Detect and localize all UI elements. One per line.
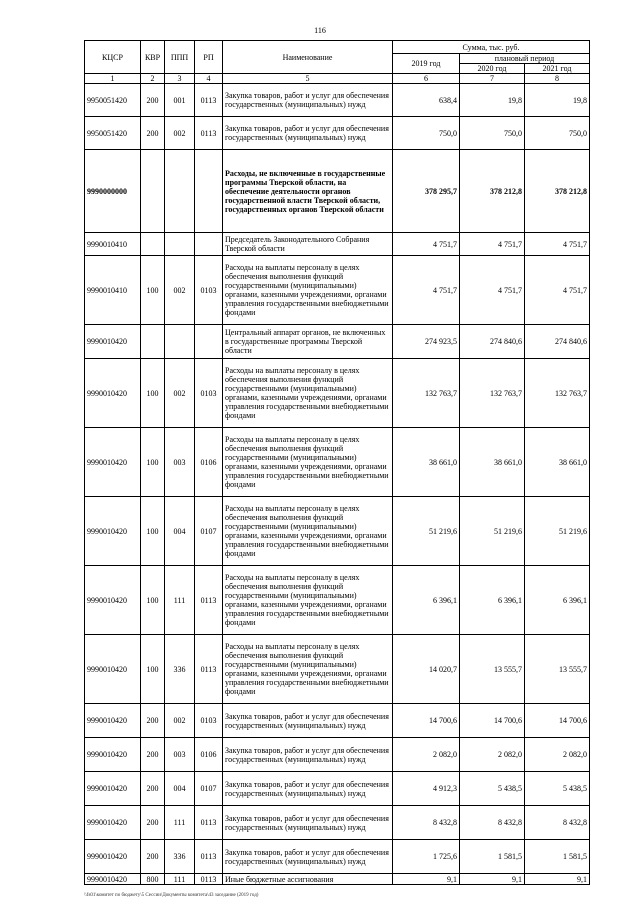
table-row xyxy=(85,772,590,806)
cell-2020: 5 438,5 xyxy=(460,772,525,806)
cell-2019: 14 020,7 xyxy=(393,635,460,704)
cell-kcsr: 9990010420 xyxy=(85,806,141,840)
header-2019: 2019 год xyxy=(393,54,460,74)
header-2021: 2021 год xyxy=(525,64,590,74)
cell-kcsr: 9950051420 xyxy=(85,117,141,150)
cell-ppp: 003 xyxy=(165,428,195,497)
table-row xyxy=(85,117,590,150)
cell-2019: 274 923,5 xyxy=(393,325,460,359)
cell-2020: 38 661,0 xyxy=(460,428,525,497)
cell-ppp: 002 xyxy=(165,117,195,150)
footer-file-path: \\fs01\комитет по бюджету\5 Сессии\Документы комитета\43 заседание (2019 год) xyxy=(84,893,259,898)
cell-name: Закупка товаров, работ и услуг для обеспечения государственных (муниципальных) нужд xyxy=(223,840,393,874)
cell-rp: 0113 xyxy=(195,840,223,874)
cell-name: Председатель Законодательного Собрания Тверской области xyxy=(223,233,393,256)
cell-2020: 4 751,7 xyxy=(460,233,525,256)
index-cell: 2 xyxy=(141,74,165,84)
table-row xyxy=(85,233,590,256)
cell-2020: 1 581,5 xyxy=(460,840,525,874)
cell-name: Закупка товаров, работ и услуг для обеспечения государственных (муниципальных) нужд xyxy=(223,704,393,738)
cell-rp: 0113 xyxy=(195,874,223,885)
header-sum: Сумма, тыс. руб. xyxy=(393,41,590,54)
table-row xyxy=(85,738,590,772)
index-cell: 7 xyxy=(460,74,525,84)
cell-2021: 13 555,7 xyxy=(525,635,590,704)
table-row xyxy=(85,497,590,566)
table-row xyxy=(85,84,590,117)
cell-2021: 274 840,6 xyxy=(525,325,590,359)
cell-kcsr: 9950051420 xyxy=(85,84,141,117)
cell-rp: 0103 xyxy=(195,256,223,325)
cell-kcsr: 9990010420 xyxy=(85,738,141,772)
cell-kvr: 200 xyxy=(141,806,165,840)
cell-rp: 0113 xyxy=(195,635,223,704)
cell-2021: 6 396,1 xyxy=(525,566,590,635)
cell-2020: 51 219,6 xyxy=(460,497,525,566)
cell-rp: 0106 xyxy=(195,738,223,772)
cell-2019: 2 082,0 xyxy=(393,738,460,772)
cell-2021: 51 219,6 xyxy=(525,497,590,566)
cell-kvr: 200 xyxy=(141,738,165,772)
cell-ppp: 336 xyxy=(165,840,195,874)
index-cell: 6 xyxy=(393,74,460,84)
cell-kcsr: 9990010420 xyxy=(85,874,141,885)
cell-ppp: 111 xyxy=(165,874,195,885)
cell-kvr: 200 xyxy=(141,704,165,738)
cell-ppp: 002 xyxy=(165,359,195,428)
table-row xyxy=(85,325,590,359)
cell-ppp: 336 xyxy=(165,635,195,704)
cell-2020: 2 082,0 xyxy=(460,738,525,772)
table-row xyxy=(85,806,590,840)
cell-ppp: 003 xyxy=(165,738,195,772)
cell-rp: 0113 xyxy=(195,84,223,117)
cell-name: Расходы на выплаты персоналу в целях обеспечения выполнения функций государственными (муниципальными) органами, казенными учреждениями, органами управления государственными внебюджетными фондами xyxy=(223,566,393,635)
cell-2021: 1 581,5 xyxy=(525,840,590,874)
cell-kvr: 200 xyxy=(141,840,165,874)
cell-rp: 0113 xyxy=(195,117,223,150)
cell-name: Расходы на выплаты персоналу в целях обеспечения выполнения функций государственными (муниципальными) органами, казенными учреждениями, органами управления государственными внебюджетными фондами xyxy=(223,428,393,497)
cell-2021: 378 212,8 xyxy=(525,150,590,233)
cell-2020: 9,1 xyxy=(460,874,525,885)
cell-rp: 0107 xyxy=(195,772,223,806)
cell-2019: 51 219,6 xyxy=(393,497,460,566)
table-row xyxy=(85,256,590,325)
table-row xyxy=(85,428,590,497)
page-number: 116 xyxy=(314,26,326,35)
cell-kvr: 100 xyxy=(141,359,165,428)
cell-kcsr: 9990010420 xyxy=(85,325,141,359)
cell-kvr: 100 xyxy=(141,256,165,325)
cell-2019: 1 725,6 xyxy=(393,840,460,874)
cell-2020: 19,8 xyxy=(460,84,525,117)
cell-name: Закупка товаров, работ и услуг для обеспечения государственных (муниципальных) нужд xyxy=(223,117,393,150)
cell-2021: 4 751,7 xyxy=(525,233,590,256)
cell-2019: 378 295,7 xyxy=(393,150,460,233)
cell-kcsr: 9990010420 xyxy=(85,704,141,738)
cell-2020: 378 212,8 xyxy=(460,150,525,233)
cell-2021: 2 082,0 xyxy=(525,738,590,772)
cell-rp: 0113 xyxy=(195,806,223,840)
budget-table xyxy=(84,40,590,885)
cell-ppp: 111 xyxy=(165,566,195,635)
index-cell: 8 xyxy=(525,74,590,84)
header-2020: 2020 год xyxy=(460,64,525,74)
cell-ppp: 002 xyxy=(165,704,195,738)
cell-ppp xyxy=(165,233,195,256)
cell-2020: 8 432,8 xyxy=(460,806,525,840)
cell-2021: 4 751,7 xyxy=(525,256,590,325)
cell-ppp xyxy=(165,325,195,359)
cell-rp xyxy=(195,233,223,256)
index-cell: 3 xyxy=(165,74,195,84)
cell-2019: 14 700,6 xyxy=(393,704,460,738)
cell-2020: 6 396,1 xyxy=(460,566,525,635)
cell-2019: 638,4 xyxy=(393,84,460,117)
cell-name: Расходы, не включенные в государственные программы Тверской области, на обеспечение деятельности органов государственной власти Тверской области, государственных органов Тверской области xyxy=(223,150,393,233)
cell-name: Закупка товаров, работ и услуг для обеспечения государственных (муниципальных) нужд xyxy=(223,738,393,772)
cell-2019: 4 751,7 xyxy=(393,233,460,256)
cell-2021: 14 700,6 xyxy=(525,704,590,738)
header-rp: РП xyxy=(195,41,223,74)
table-row xyxy=(85,566,590,635)
cell-kcsr: 9990010420 xyxy=(85,635,141,704)
cell-kvr: 200 xyxy=(141,84,165,117)
cell-2021: 750,0 xyxy=(525,117,590,150)
cell-2020: 14 700,6 xyxy=(460,704,525,738)
cell-2021: 9,1 xyxy=(525,874,590,885)
cell-kvr: 100 xyxy=(141,635,165,704)
cell-kcsr: 9990010410 xyxy=(85,256,141,325)
cell-kcsr: 9990010420 xyxy=(85,428,141,497)
cell-ppp: 111 xyxy=(165,806,195,840)
index-cell: 4 xyxy=(195,74,223,84)
cell-name: Закупка товаров, работ и услуг для обеспечения государственных (муниципальных) нужд xyxy=(223,84,393,117)
cell-2020: 132 763,7 xyxy=(460,359,525,428)
cell-rp: 0113 xyxy=(195,566,223,635)
table-row xyxy=(85,150,590,233)
cell-kcsr: 9990010420 xyxy=(85,359,141,428)
cell-kvr: 100 xyxy=(141,497,165,566)
cell-kvr: 200 xyxy=(141,772,165,806)
cell-ppp: 002 xyxy=(165,256,195,325)
cell-rp xyxy=(195,150,223,233)
table-row xyxy=(85,359,590,428)
header-ppp: ППП xyxy=(165,41,195,74)
cell-rp: 0103 xyxy=(195,359,223,428)
table-row xyxy=(85,635,590,704)
cell-kcsr: 9990010410 xyxy=(85,233,141,256)
cell-name: Расходы на выплаты персоналу в целях обеспечения выполнения функций государственными (муниципальными) органами, казенными учреждениями, органами управления государственными внебюджетными фондами xyxy=(223,497,393,566)
cell-name: Закупка товаров, работ и услуг для обеспечения государственных (муниципальных) нужд xyxy=(223,772,393,806)
column-index-row xyxy=(85,74,590,84)
cell-kvr xyxy=(141,325,165,359)
cell-name: Расходы на выплаты персоналу в целях обеспечения выполнения функций государственными (муниципальными) органами, казенными учреждениями, органами управления государственными внебюджетными фондами xyxy=(223,256,393,325)
cell-rp: 0107 xyxy=(195,497,223,566)
cell-ppp: 004 xyxy=(165,497,195,566)
cell-rp: 0103 xyxy=(195,704,223,738)
cell-rp: 0106 xyxy=(195,428,223,497)
cell-ppp: 001 xyxy=(165,84,195,117)
cell-kcsr: 9990000000 xyxy=(85,150,141,233)
table-row xyxy=(85,840,590,874)
header-kcsr: КЦСР xyxy=(85,41,141,74)
cell-2019: 750,0 xyxy=(393,117,460,150)
header-planned-period: плановый период xyxy=(460,54,590,64)
cell-2020: 750,0 xyxy=(460,117,525,150)
cell-kcsr: 9990010420 xyxy=(85,566,141,635)
cell-name: Закупка товаров, работ и услуг для обеспечения государственных (муниципальных) нужд xyxy=(223,806,393,840)
index-cell: 1 xyxy=(85,74,141,84)
cell-kcsr: 9990010420 xyxy=(85,840,141,874)
cell-2019: 9,1 xyxy=(393,874,460,885)
cell-name: Центральный аппарат органов, не включенных в государственные программы Тверской области xyxy=(223,325,393,359)
cell-2021: 19,8 xyxy=(525,84,590,117)
index-cell: 5 xyxy=(223,74,393,84)
cell-ppp: 004 xyxy=(165,772,195,806)
cell-name: Расходы на выплаты персоналу в целях обеспечения выполнения функций государственными (муниципальными) органами, казенными учреждениями, органами управления государственными внебюджетными фондами xyxy=(223,359,393,428)
cell-2021: 8 432,8 xyxy=(525,806,590,840)
cell-2021: 132 763,7 xyxy=(525,359,590,428)
header-kvr: КВР xyxy=(141,41,165,74)
cell-2021: 38 661,0 xyxy=(525,428,590,497)
cell-rp xyxy=(195,325,223,359)
header-name: Наименование xyxy=(223,41,393,74)
cell-kvr: 800 xyxy=(141,874,165,885)
cell-2020: 4 751,7 xyxy=(460,256,525,325)
cell-kvr: 100 xyxy=(141,566,165,635)
cell-2019: 38 661,0 xyxy=(393,428,460,497)
cell-2020: 13 555,7 xyxy=(460,635,525,704)
cell-2019: 4 912,3 xyxy=(393,772,460,806)
cell-kvr xyxy=(141,233,165,256)
cell-kvr xyxy=(141,150,165,233)
cell-ppp xyxy=(165,150,195,233)
table-row xyxy=(85,704,590,738)
cell-2019: 4 751,7 xyxy=(393,256,460,325)
cell-2019: 132 763,7 xyxy=(393,359,460,428)
cell-2021: 5 438,5 xyxy=(525,772,590,806)
cell-2019: 8 432,8 xyxy=(393,806,460,840)
cell-name: Расходы на выплаты персоналу в целях обеспечения выполнения функций государственными (муниципальными) органами, казенными учреждениями, органами управления государственными внебюджетными фондами xyxy=(223,635,393,704)
table-row xyxy=(85,874,590,885)
cell-kvr: 200 xyxy=(141,117,165,150)
cell-2019: 6 396,1 xyxy=(393,566,460,635)
cell-name: Иные бюджетные ассигнования xyxy=(223,874,393,885)
cell-kvr: 100 xyxy=(141,428,165,497)
cell-kcsr: 9990010420 xyxy=(85,772,141,806)
cell-kcsr: 9990010420 xyxy=(85,497,141,566)
cell-2020: 274 840,6 xyxy=(460,325,525,359)
